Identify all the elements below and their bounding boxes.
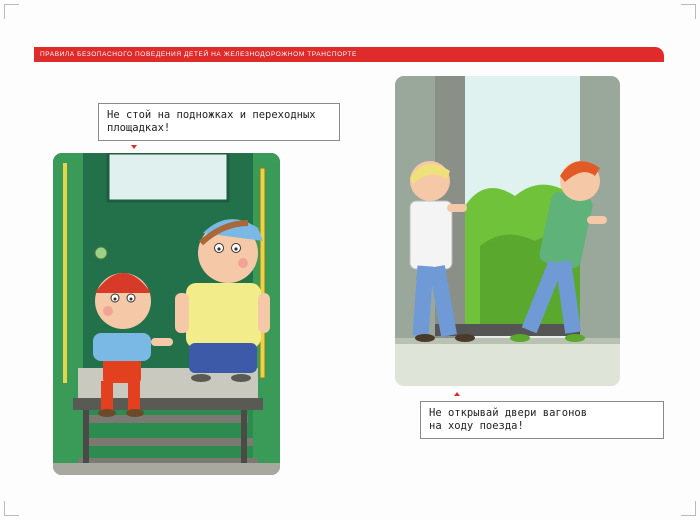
caption-line: площадках! [107,122,171,134]
caption-pointer-icon [131,145,137,149]
caption-doors-warning [420,401,664,439]
illustration-boys-on-steps [53,153,280,475]
crop-mark [681,501,696,516]
caption-line: Не стой на подножках и переходных [107,109,316,121]
crop-mark [681,4,696,19]
caption-line: на ходу поезда! [429,420,524,432]
crop-mark [4,501,19,516]
crop-mark [4,4,19,19]
section-title: ПРАВИЛА БЕЗОПАСНОГО ПОВЕДЕНИЯ ДЕТЕЙ НА ЖЕЛЕЗНОДОРОЖНОМ ТРАНСПОРТЕ [40,51,357,58]
section-header-bar [34,47,664,62]
caption-steps-warning [98,103,340,141]
caption-line: Не открывай двери вагонов [429,407,588,419]
caption-pointer-icon [454,392,460,396]
illustration-boys-opening-door [395,76,620,386]
